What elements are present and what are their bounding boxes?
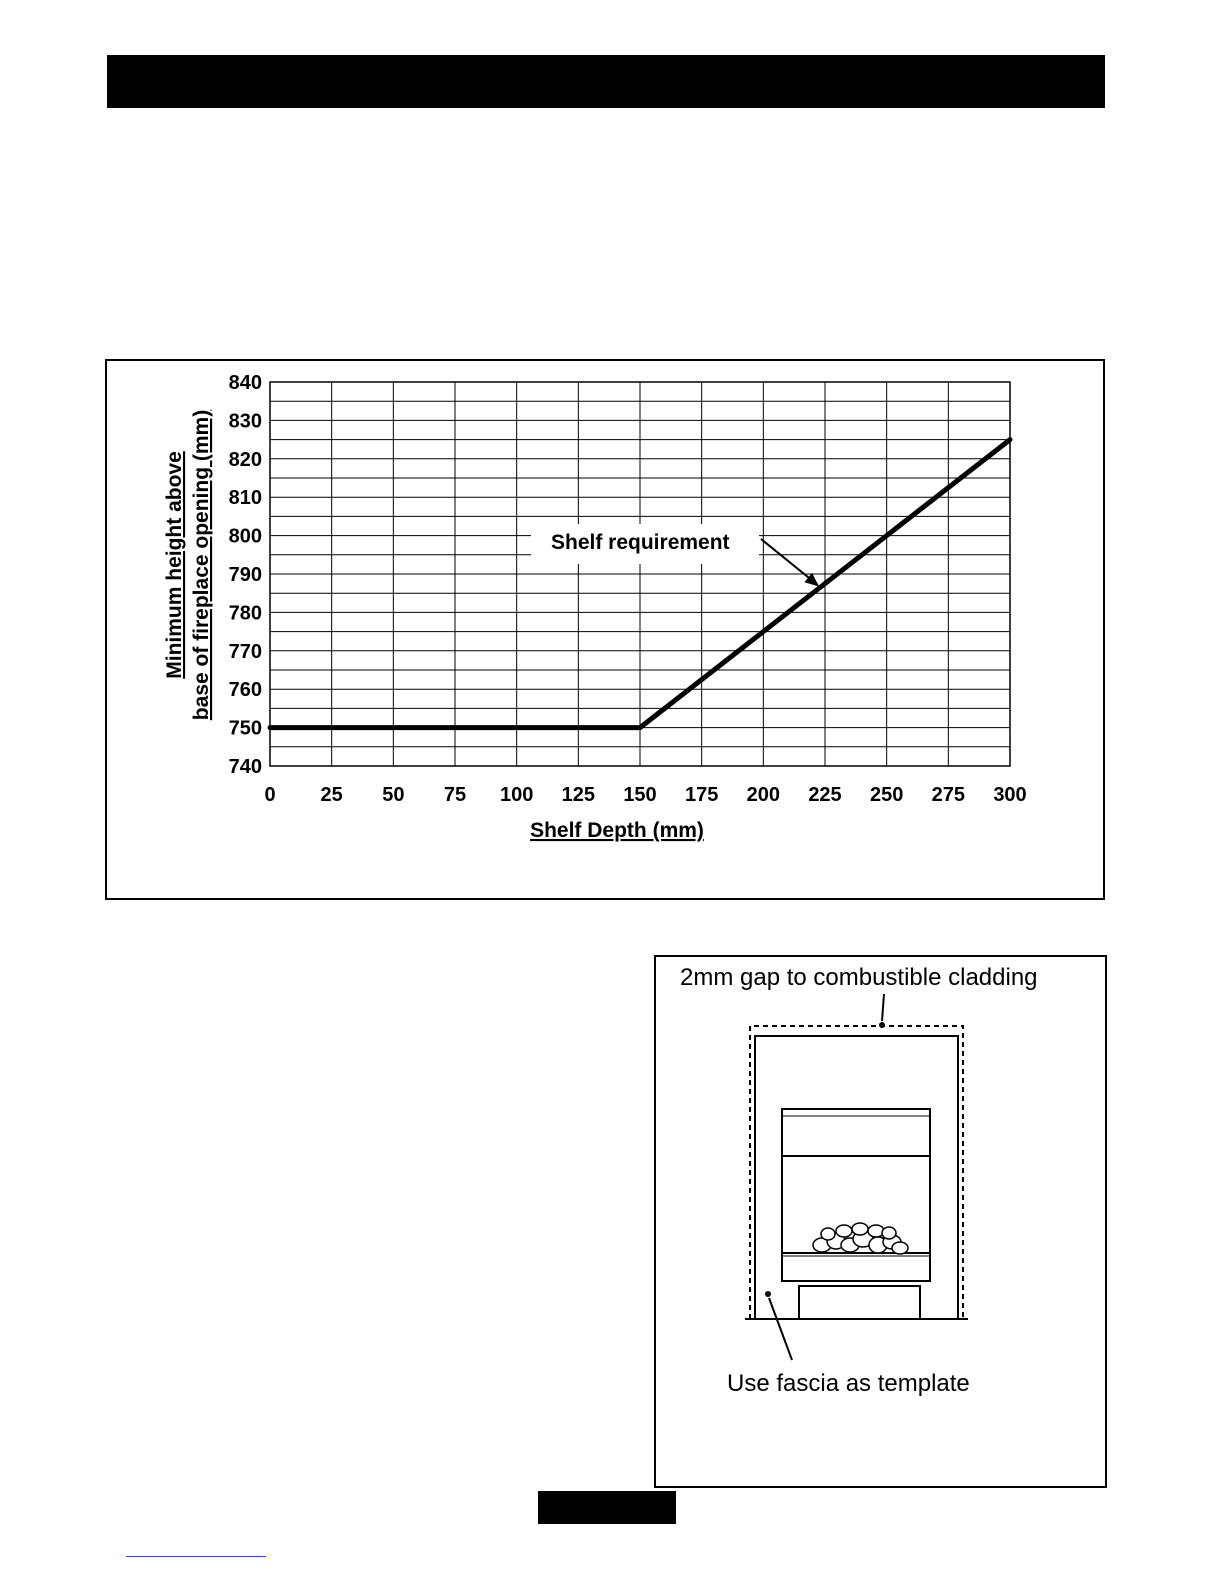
template-label: Use fascia as template: [727, 1370, 970, 1397]
shelf-chart: [107, 361, 1107, 902]
x-tick-label: 25: [320, 784, 343, 806]
y-tick-label: 830: [228, 410, 262, 433]
fireplace-diagram: [656, 957, 1109, 1490]
bottom-link-underline[interactable]: [126, 1556, 266, 1557]
x-tick-label: 0: [264, 784, 276, 806]
fire-insert: [782, 1109, 930, 1281]
y-tick-label: 820: [228, 448, 262, 471]
gap-label: 2mm gap to combustible cladding: [680, 964, 1038, 991]
xlabel: Shelf Depth (mm): [530, 819, 704, 842]
shelf-chart-frame: [105, 359, 1105, 900]
fascia-outline: [755, 1036, 958, 1319]
y-tick-label: 840: [228, 372, 262, 394]
x-tick-label: 50: [382, 784, 405, 806]
x-tick-label: 100: [499, 784, 534, 806]
template-pointer-dot: [765, 1291, 771, 1297]
x-tick-label: 275: [931, 784, 966, 806]
pebbles-icon: [813, 1223, 908, 1254]
x-tick-label: 125: [561, 784, 596, 806]
annotation-label: Shelf requirement: [551, 531, 730, 554]
ylabel-line2: base of fireplace opening (mm): [190, 409, 213, 721]
x-tick-label: 200: [746, 784, 781, 806]
x-tick-label: 175: [684, 784, 719, 806]
x-tick-label: 225: [808, 784, 842, 806]
header-bar: [107, 55, 1105, 108]
y-tick-label: 740: [228, 756, 262, 778]
footer-page-bar: [538, 1491, 676, 1524]
y-tick-label: 780: [228, 602, 262, 625]
gap-pointer: [882, 994, 884, 1021]
hearth-plinth: [799, 1286, 920, 1319]
cladding-diagram-frame: [654, 955, 1107, 1488]
y-tick-label: 760: [228, 679, 262, 702]
template-pointer: [769, 1298, 792, 1360]
x-tick-label: 250: [869, 784, 904, 806]
x-tick-label: 150: [623, 784, 657, 806]
x-tick-label: 300: [993, 784, 1027, 806]
y-tick-label: 790: [228, 564, 262, 586]
ylabel-line1: Minimum height above: [163, 451, 186, 679]
y-tick-label: 810: [228, 487, 262, 510]
x-tick-label: 75: [443, 784, 467, 806]
y-tick-label: 800: [228, 525, 262, 548]
y-tick-label: 750: [228, 717, 262, 740]
y-tick-label: 770: [228, 640, 262, 663]
